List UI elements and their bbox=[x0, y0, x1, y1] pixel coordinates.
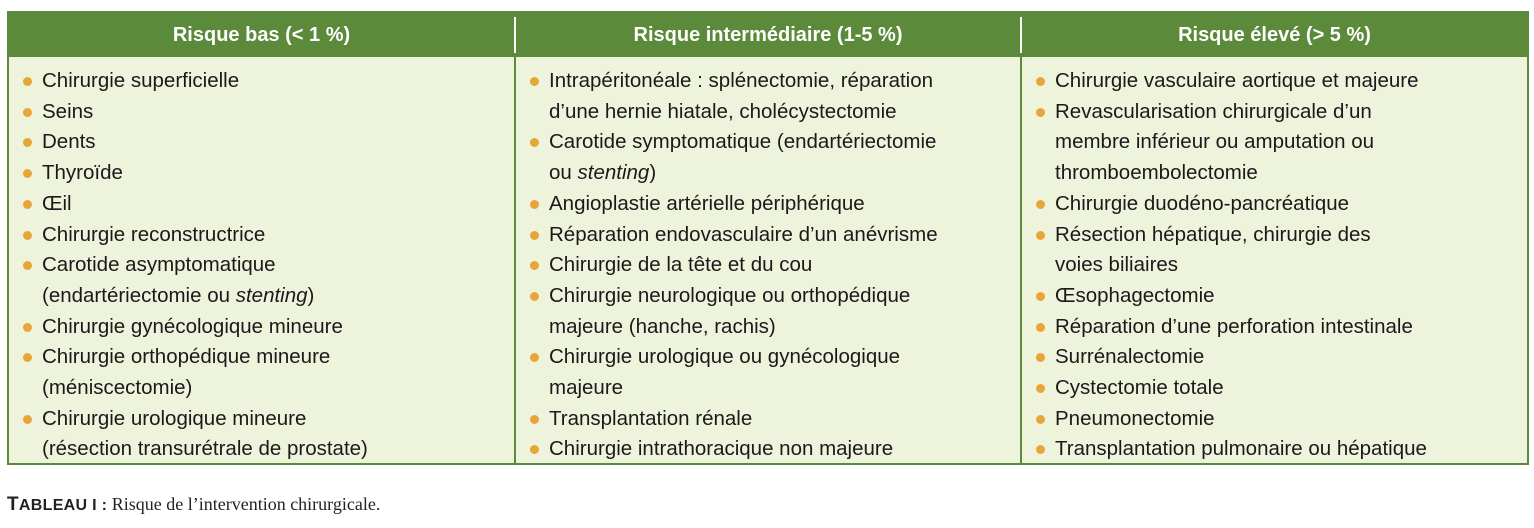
list-item bbox=[18, 189, 508, 220]
bullet-icon bbox=[23, 261, 32, 270]
item-text: Dents bbox=[42, 130, 96, 154]
list-item bbox=[525, 281, 1017, 342]
bullet-icon bbox=[23, 138, 32, 147]
list-item bbox=[525, 342, 1017, 403]
bullet-icon bbox=[1036, 323, 1045, 332]
item-text: (endartériectomie ou bbox=[42, 283, 236, 307]
list-item bbox=[525, 404, 1017, 435]
risk-table bbox=[7, 11, 1529, 465]
item-text: Chirurgie superficielle bbox=[42, 69, 240, 92]
list-item bbox=[1031, 342, 1525, 373]
list-item bbox=[525, 434, 1017, 465]
bullet-icon bbox=[530, 200, 539, 209]
list-item bbox=[1031, 97, 1525, 189]
item-text: Chirurgie duodéno-pancréatique bbox=[1055, 191, 1350, 215]
item-text: Œsophagectomie bbox=[1055, 283, 1215, 307]
caption-label-rest: ABLEAU I : bbox=[18, 497, 108, 514]
bullet-icon bbox=[23, 77, 32, 86]
item-text: Réparation d’une perforation intestinale bbox=[1055, 314, 1413, 338]
bullet-icon bbox=[1036, 292, 1045, 301]
list-item bbox=[1031, 312, 1525, 343]
bullet-icon bbox=[530, 138, 539, 147]
item-text: Chirurgie urologique ou gynécologique bbox=[549, 345, 901, 369]
bullet-icon bbox=[530, 231, 539, 240]
item-text: ) bbox=[307, 283, 315, 307]
bullet-icon bbox=[1036, 353, 1045, 362]
list-item bbox=[525, 66, 1017, 127]
list-item bbox=[1031, 434, 1525, 465]
item-text: Chirurgie de la tête et du cou bbox=[549, 253, 813, 277]
bullet-icon bbox=[1036, 445, 1045, 454]
list-item bbox=[1031, 220, 1525, 281]
list-item bbox=[18, 158, 508, 189]
list-item bbox=[525, 220, 1017, 251]
header-low-risk: Risque bas (< 1 %) bbox=[172, 23, 351, 46]
item-text: Angioplastie artérielle périphérique bbox=[549, 191, 865, 215]
high-risk-list bbox=[1031, 66, 1525, 465]
item-text: Chirurgie intrathoracique non majeure bbox=[549, 437, 894, 461]
caption-label bbox=[7, 494, 108, 515]
item-text: Résection hépatique, chirurgie des bbox=[1055, 222, 1371, 246]
bullet-icon bbox=[23, 231, 32, 240]
item-text: Transplantation rénale bbox=[549, 406, 753, 430]
bullet-icon bbox=[530, 415, 539, 424]
bullet-icon bbox=[530, 292, 539, 301]
bullet-icon bbox=[1036, 200, 1045, 209]
list-item bbox=[18, 250, 508, 311]
low-risk-list bbox=[18, 66, 508, 465]
item-text: membre inférieur ou amputation ou bbox=[1055, 130, 1375, 154]
list-item bbox=[18, 404, 508, 465]
bullet-icon bbox=[23, 169, 32, 178]
item-text: Chirurgie gynécologique mineure bbox=[42, 314, 343, 338]
bullet-icon bbox=[530, 353, 539, 362]
bullet-icon bbox=[23, 200, 32, 209]
bullet-icon bbox=[23, 323, 32, 332]
bullet-icon bbox=[1036, 231, 1045, 240]
list-item bbox=[18, 66, 508, 97]
item-text: majeure bbox=[549, 376, 624, 400]
item-text: thromboembolectomie bbox=[1055, 161, 1258, 185]
item-text: Carotide asymptomatique bbox=[42, 253, 276, 277]
bullet-icon bbox=[1036, 77, 1045, 86]
item-text: voies biliaires bbox=[1055, 253, 1179, 277]
list-item bbox=[18, 97, 508, 128]
list-item bbox=[18, 220, 508, 251]
item-text: Réparation endovasculaire d’un anévrisme bbox=[549, 222, 938, 246]
item-text: Chirurgie vasculaire aortique et majeure bbox=[1055, 69, 1419, 92]
bullet-icon bbox=[530, 261, 539, 270]
item-text: d’une hernie hiatale, cholécystectomie bbox=[549, 99, 897, 123]
item-text: ou bbox=[549, 161, 578, 185]
item-text: Cystectomie totale bbox=[1055, 376, 1224, 400]
bullet-icon bbox=[23, 415, 32, 424]
bullet-icon bbox=[530, 77, 539, 86]
item-text: (résection transurétrale de prostate) bbox=[42, 437, 368, 461]
column-divider bbox=[514, 57, 516, 463]
column-divider bbox=[1020, 57, 1022, 463]
item-text: (méniscectomie) bbox=[42, 376, 193, 400]
list-item bbox=[18, 127, 508, 158]
bullet-icon bbox=[23, 108, 32, 117]
caption-text: Risque de l’intervention chirurgicale. bbox=[107, 494, 381, 514]
item-text: Pneumonectomie bbox=[1055, 406, 1215, 430]
item-text: Seins bbox=[42, 99, 94, 123]
list-item bbox=[18, 342, 508, 403]
item-text: Thyroïde bbox=[42, 161, 123, 185]
list-item bbox=[525, 250, 1017, 281]
list-item bbox=[1031, 189, 1525, 220]
item-text: stenting bbox=[577, 161, 650, 185]
list-item bbox=[1031, 281, 1525, 312]
list-item bbox=[18, 312, 508, 343]
item-text: ) bbox=[649, 161, 657, 185]
intermediate-risk-list bbox=[525, 66, 1017, 465]
item-text: Chirurgie reconstructrice bbox=[42, 222, 266, 246]
bullet-icon bbox=[530, 445, 539, 454]
item-text: Carotide symptomatique (endartériectomie bbox=[549, 130, 937, 154]
bullet-icon bbox=[23, 353, 32, 362]
list-item bbox=[1031, 373, 1525, 404]
list-item bbox=[525, 189, 1017, 220]
item-text: stenting bbox=[235, 283, 308, 307]
list-item bbox=[1031, 66, 1525, 97]
list-item bbox=[1031, 404, 1525, 435]
item-text: Transplantation pulmonaire ou hépatique bbox=[1055, 437, 1427, 461]
item-text: Chirurgie neurologique ou orthopédique bbox=[549, 283, 911, 307]
header-intermediate-risk: Risque intermédiaire (1-5 %) bbox=[633, 23, 903, 46]
table-caption bbox=[7, 494, 380, 516]
caption-label-initial: T bbox=[7, 494, 19, 515]
table-header-row bbox=[9, 13, 1527, 57]
item-text: Revascularisation chirurgicale d’un bbox=[1055, 99, 1372, 123]
bullet-icon bbox=[1036, 108, 1045, 117]
bullet-icon bbox=[1036, 415, 1045, 424]
item-text: Surrénalectomie bbox=[1055, 345, 1205, 369]
list-item bbox=[525, 127, 1017, 188]
item-text: Intrapéritonéale : splénectomie, réparation bbox=[549, 69, 934, 92]
item-text: Chirurgie urologique mineure bbox=[42, 406, 307, 430]
item-text: Chirurgie orthopédique mineure bbox=[42, 345, 331, 369]
bullet-icon bbox=[1036, 384, 1045, 393]
item-text: majeure (hanche, rachis) bbox=[549, 314, 776, 338]
item-text: Œil bbox=[42, 191, 72, 215]
header-high-risk: Risque élevé (> 5 %) bbox=[1178, 23, 1371, 46]
